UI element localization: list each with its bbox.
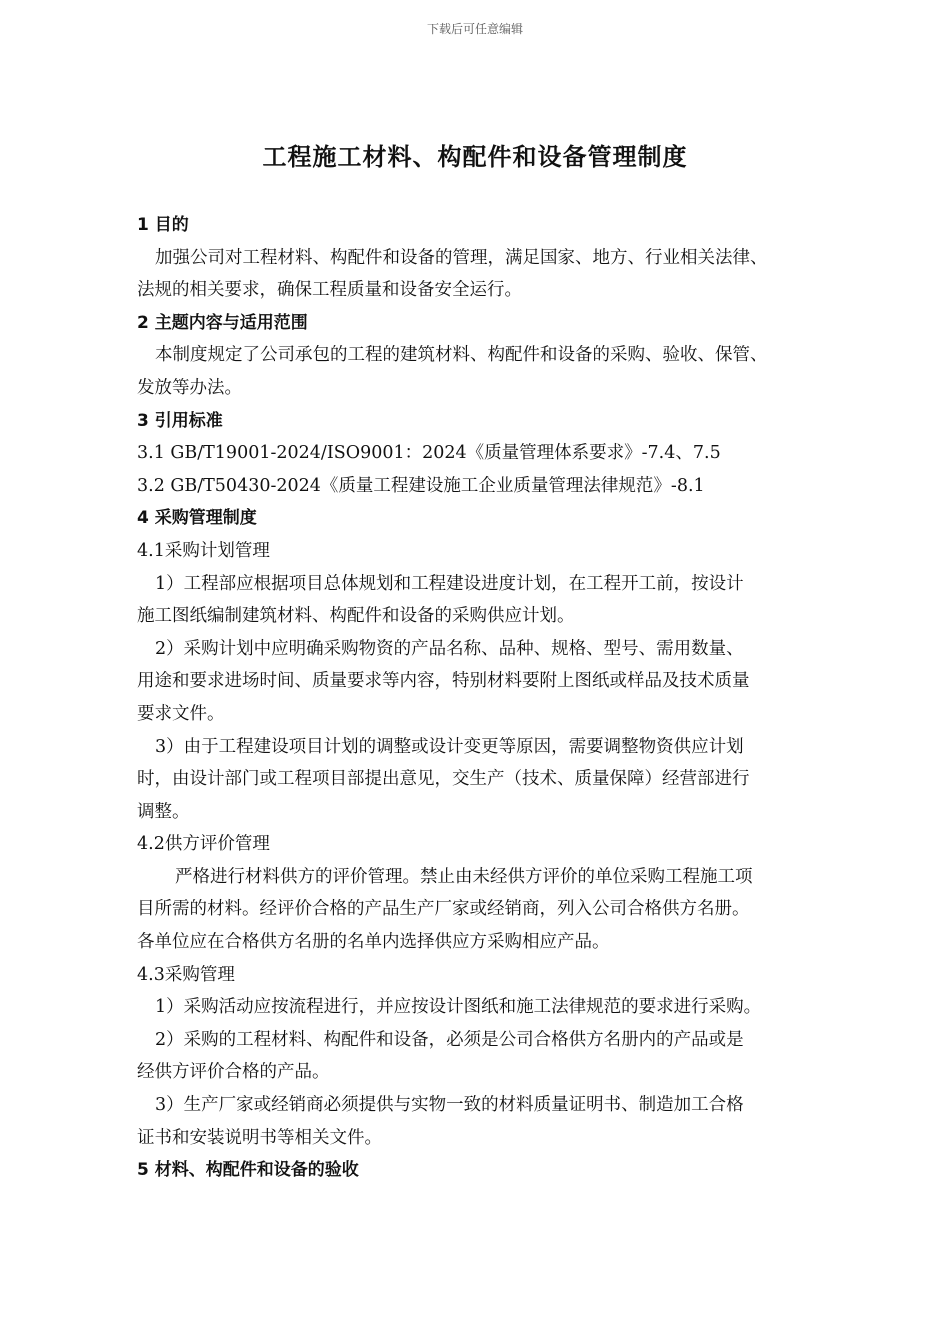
body-text-line: 施工图纸编制建筑材料、构配件和设备的采购供应计划。 [137,606,575,627]
body-text-line: 4.2供方评价管理 [137,834,270,855]
body-text-line: 调整。 [137,801,190,822]
section-heading: 4 采购管理制度 [137,508,257,529]
body-text-line: 各单位应在合格供方名册的名单内选择供应方采购相应产品。 [137,932,610,953]
page-title: 工程施工材料、构配件和设备管理制度 [262,143,688,171]
section-heading: 5 材料、构配件和设备的验收 [137,1160,359,1181]
body-text-line: 目所需的材料。经评价合格的产品生产厂家或经销商，列入公司合格供方名册。 [137,899,750,920]
document-body [137,209,827,1187]
section-heading: 3 引用标准 [137,410,223,431]
body-text-line: 严格进行材料供方的评价管理。禁止由未经供方评价的单位采购工程施工项 [175,866,753,887]
body-text-line: 要求文件。 [137,703,225,724]
body-text-line: 加强公司对工程材料、构配件和设备的管理，满足国家、地方、行业相关法律、 [155,247,768,268]
body-text-line: 法规的相关要求，确保工程质量和设备安全运行。 [137,280,522,301]
body-text-line: 3）由于工程建设项目计划的调整或设计变更等原因，需要调整物资供应计划 [155,736,744,757]
body-text-line: 3）生产厂家或经销商必须提供与实物一致的材料质量证明书、制造加工合格 [155,1095,744,1116]
body-text-line: 1）工程部应根据项目总体规划和工程建设进度计划，在工程开工前，按设计 [155,573,744,594]
section-heading: 2 主题内容与适用范围 [137,312,308,333]
body-text-line: 发放等办法。 [137,377,242,398]
header-note: 下载后可任意编辑 [426,22,523,36]
body-text-line: 用途和要求进场时间、质量要求等内容，特别材料要附上图纸或样品及技术质量 [137,671,750,692]
body-text-line: 4.1采购计划管理 [137,540,270,561]
body-text-line: 时，由设计部门或工程项目部提出意见，交生产（技术、质量保障）经营部进行 [137,769,750,790]
body-text-line: 2）采购的工程材料、构配件和设备，必须是公司合格供方名册内的产品或是 [155,1029,744,1050]
body-text-line: 1）采购活动应按流程进行，并应按设计图纸和施工法律规范的要求进行采购。 [155,997,762,1018]
body-text-line: 3.2 GB/T50430-2024《质量工程建设施工企业质量管理法律规范》-8.1 [137,475,705,496]
body-text-line: 本制度规定了公司承包的工程的建筑材料、构配件和设备的采购、验收、保管、 [155,345,768,366]
body-text-line: 证书和安装说明书等相关文件。 [137,1127,382,1148]
body-text-line: 经供方评价合格的产品。 [137,1062,330,1083]
section-heading: 1 目的 [137,215,189,235]
body-text-line: 4.3采购管理 [137,964,235,985]
body-text-line: 2）采购计划中应明确采购物资的产品名称、品种、规格、型号、需用数量、 [155,638,744,659]
body-text-line: 3.1 GB/T19001-2024/ISO9001：2024《质量管理体系要求》-7.4、7.5 [137,443,721,464]
